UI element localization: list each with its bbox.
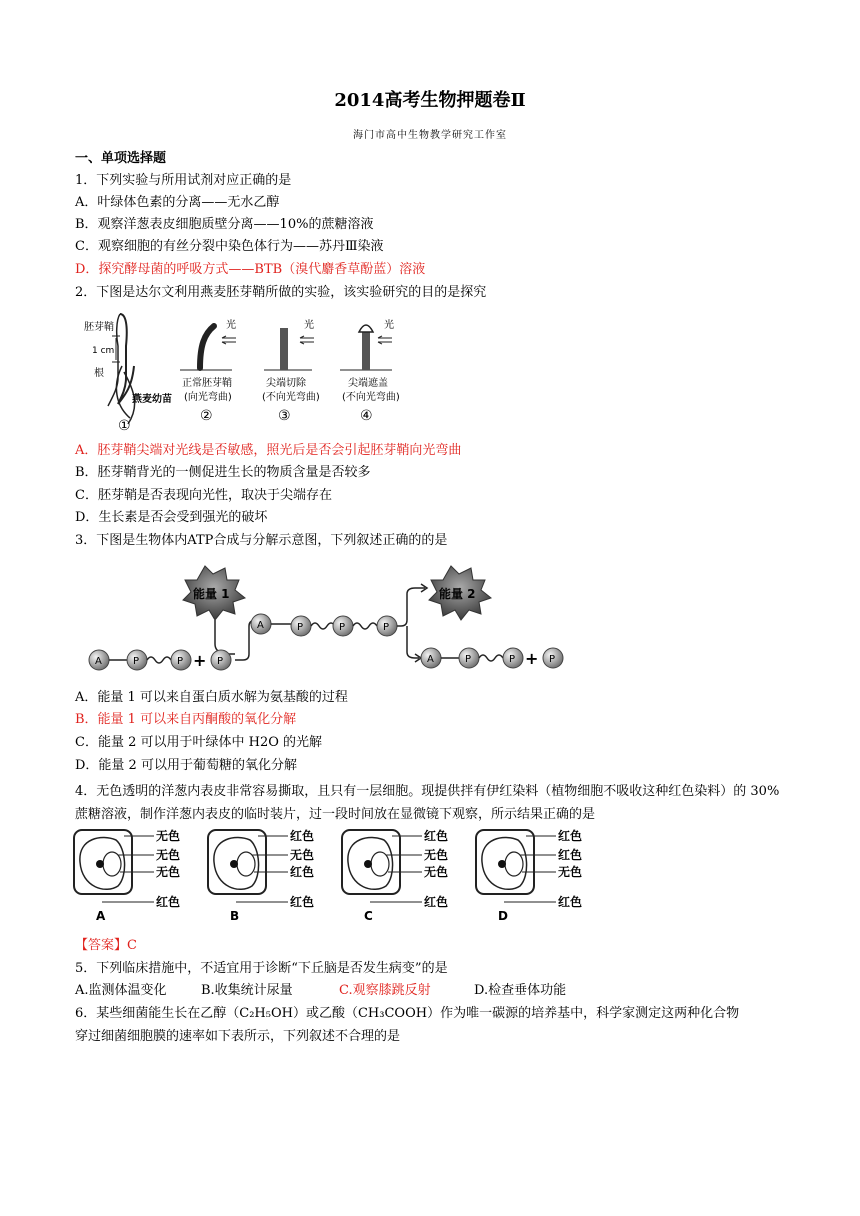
panel-letter: C [364, 909, 373, 923]
energy1-label: 能量 1 [193, 587, 230, 601]
cell-panel-c [342, 828, 448, 923]
q3-option-d: D．能量 2 可以用于葡萄糖的氧化分解 [75, 758, 297, 773]
q2-option-c: C．胚芽鞘是否表现向光性，取决于尖端存在 [75, 488, 332, 503]
q6-stem-line1: 6．某些细菌能生长在乙醇（C₂H₅OH）或乙酸（CH₃COOH）作为唯一碳源的培养基中，科学家测定这两种化合物 [75, 1006, 740, 1021]
label-tip-removed: 尖端切除 [266, 378, 306, 389]
adp-plus-p [89, 650, 231, 670]
label-normal-note: (向光弯曲) [184, 392, 232, 403]
label-root: 根 [94, 368, 104, 379]
svg-text:+: + [193, 651, 207, 670]
label-n2: ② [200, 408, 213, 424]
section-heading: 一、单项选择题 [75, 151, 167, 166]
q1-option-d: D．探究酵母菌的呼吸方式——BTB（溴代麝香草酚蓝）溶液 [75, 262, 426, 277]
q5-option-b: B.收集统计尿量 [201, 983, 293, 998]
adenosine-a: A [427, 654, 434, 665]
q1-stem: 1．下列实验与所用试剂对应正确的是 [75, 173, 292, 188]
cell-label: 红色 [558, 848, 583, 862]
q4-answer: 【答案】C [75, 938, 137, 953]
cell-label: 无色 [156, 829, 181, 843]
cell-label: 红色 [290, 895, 315, 909]
label-seedling: 燕麦幼苗 [132, 394, 172, 405]
cell-panel-d [476, 828, 582, 923]
phosphate-p: P [509, 654, 516, 665]
q4-stem: 4．无色透明的洋葱内表皮非常容易撕取，且只有一层细胞。现提供拌有伊红染料（植物细胞不吸收这种红色染料）的 30%蔗糖溶液，制作洋葱内表皮的临时装片，过一段时间放在显微镜下观察，所示结果正确的是 [75, 784, 780, 822]
q3-option-c: C．能量 2 可以用于叶绿体中 H2O 的光解 [75, 735, 323, 750]
q5-stem: 5．下列临床措施中，不适宜用于诊断“下丘脑是否发生病变”的是 [75, 961, 448, 976]
phosphate-p: P [549, 654, 556, 665]
label-tip-covered: 尖端遮盖 [348, 378, 388, 389]
label-1cm: 1 cm [92, 346, 115, 356]
cell-panel-a [74, 828, 180, 923]
cell-label: 红色 [290, 865, 315, 879]
q6-stem-line2: 穿过细菌细胞膜的速率如下表所示，下列叙述不合理的是 [75, 1029, 401, 1044]
cell-label: 红色 [558, 829, 583, 843]
cell-label: 红色 [290, 829, 315, 843]
panel-letter: A [96, 909, 106, 923]
q2-option-d: D．生长素是否会受到强光的破坏 [75, 510, 268, 525]
atp-diagram [85, 560, 575, 682]
cell-label: 红色 [424, 895, 449, 909]
phosphate-p: P [297, 622, 304, 633]
q5-option-a: A.监测体温变化 [75, 983, 167, 998]
q2-option-b: B．胚芽鞘背光的一侧促进生长的物质含量是否较多 [75, 465, 371, 480]
phosphate-p: P [465, 654, 472, 665]
q1-option-c: C．观察细胞的有丝分裂中染色体行为——苏丹Ⅲ染液 [75, 239, 384, 254]
cell-label: 无色 [156, 865, 181, 879]
phosphate-p: P [133, 656, 140, 667]
page-subtitle: 海门市高中生物教学研究工作室 [353, 130, 507, 141]
q3-option-b: B．能量 1 可以来自丙酮酸的氧化分解 [75, 712, 297, 727]
page-title: 2014高考生物押题卷Ⅱ [334, 90, 526, 111]
q5-option-d: D.检查垂体功能 [474, 983, 567, 998]
phosphate-p: P [339, 622, 346, 633]
q5-option-c: C.观察膝跳反射 [339, 983, 431, 998]
phosphate-p: P [217, 656, 224, 667]
cell-label: 无色 [424, 848, 449, 862]
cell-label: 无色 [290, 848, 315, 862]
phosphate-p: P [383, 622, 390, 633]
phosphate-p: P [177, 656, 184, 667]
q1-option-b: B．观察洋葱表皮细胞质壁分离——10%的蔗糖溶液 [75, 217, 374, 232]
adp-plus-p-product [421, 648, 563, 668]
cell-panels-figure [72, 826, 592, 926]
label-tip-removed-note: (不向光弯曲) [262, 392, 320, 403]
q2-option-a: A．胚芽鞘尖端对光线是否敏感，照光后是否会引起胚芽鞘向光弯曲 [75, 443, 462, 458]
cell-label: 红色 [156, 895, 181, 909]
energy2-label: 能量 2 [439, 587, 476, 601]
cell-label: 无色 [424, 865, 449, 879]
light-label-4: 光 [384, 320, 394, 331]
cell-label: 无色 [558, 865, 583, 879]
label-tip-covered-note: (不向光弯曲) [342, 392, 400, 403]
adenosine-a: A [257, 620, 264, 631]
label-n4: ④ [360, 408, 373, 424]
cell-panel-b [208, 828, 314, 923]
light-label-2: 光 [226, 320, 236, 331]
panel-letter: D [498, 909, 508, 923]
atp-molecule [251, 614, 397, 636]
label-n1: ① [118, 418, 131, 432]
q1-option-a: A．叶绿体色素的分离——无水乙醇 [75, 195, 280, 210]
light-label-3: 光 [304, 320, 314, 331]
svg-text:+: + [525, 649, 539, 668]
q2-stem: 2．下图是达尔文利用燕麦胚芽鞘所做的实验，该实验研究的目的是探究 [75, 285, 487, 300]
panel-letter: B [230, 909, 240, 923]
cell-label: 红色 [424, 829, 449, 843]
q3-option-a: A．能量 1 可以来自蛋白质水解为氨基酸的过程 [75, 690, 348, 705]
label-coleoptile: 胚芽鞘 [84, 322, 114, 333]
cell-label: 红色 [558, 895, 583, 909]
label-normal: 正常胚芽鞘 [182, 378, 232, 389]
adenosine-a: A [95, 656, 102, 667]
cell-label: 无色 [156, 848, 181, 862]
label-n3: ③ [278, 408, 291, 424]
coleoptile-figure [82, 306, 412, 432]
q3-stem: 3．下图是生物体内ATP合成与分解示意图，下列叙述正确的的是 [75, 533, 448, 548]
